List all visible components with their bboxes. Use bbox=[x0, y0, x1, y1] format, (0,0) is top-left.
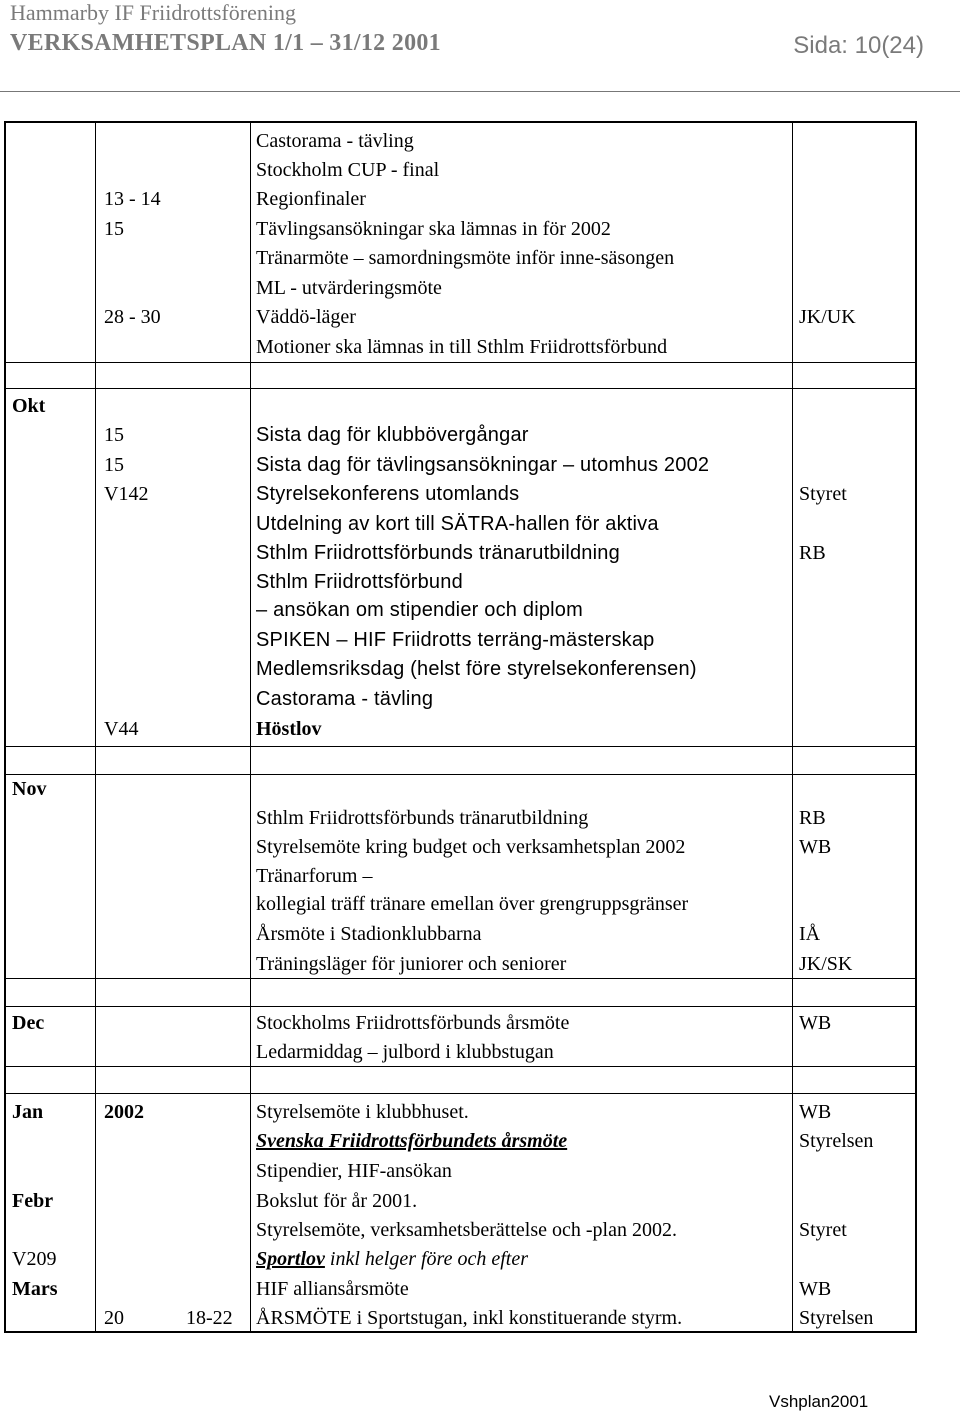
month-label: Dec bbox=[12, 1012, 45, 1034]
responsible-cell: JK/UK bbox=[799, 306, 856, 328]
date-cell: 20 bbox=[104, 1307, 124, 1329]
row-divider bbox=[6, 362, 915, 363]
activity-cell: Årsmöte i Stadionklubbarna bbox=[256, 923, 482, 945]
responsible-cell: JK/SK bbox=[799, 953, 853, 975]
activity-cell: Sthlm Friidrottsförbunds tränarutbildning bbox=[256, 542, 620, 564]
activity-cell: Styrelsekonferens utomlands bbox=[256, 483, 520, 505]
activity-cell: Sthlm Friidrottsförbunds tränarutbildning bbox=[256, 807, 589, 829]
activity-cell: Höstlov bbox=[256, 718, 322, 740]
date-cell: 15 bbox=[104, 424, 124, 446]
activity-cell: ML - utvärderingsmöte bbox=[256, 277, 442, 299]
activity-cell-continued: – ansökan om stipendier och diplom bbox=[256, 599, 583, 621]
date-cell: 2002 bbox=[104, 1101, 144, 1123]
row-divider bbox=[6, 774, 915, 775]
activity-cell: Väddö-läger bbox=[256, 306, 356, 328]
date-cell: 15 bbox=[104, 454, 124, 476]
responsible-cell: RB bbox=[799, 807, 826, 829]
row-divider bbox=[6, 1066, 915, 1067]
header-rule bbox=[0, 91, 960, 92]
activity-cell: Styrelsemöte kring budget och verksamhetsplan 2002 bbox=[256, 836, 686, 858]
month-label: Okt bbox=[12, 395, 46, 417]
column-divider bbox=[95, 123, 96, 1331]
month-label: Mars bbox=[12, 1278, 58, 1300]
activity-cell: Styrelsemöte i klubbhuset. bbox=[256, 1101, 469, 1123]
responsible-cell: Styret bbox=[799, 483, 847, 505]
date-cell: 13 - 14 bbox=[104, 188, 161, 210]
responsible-cell: IÅ bbox=[799, 923, 821, 945]
activity-cell: Sthlm Friidrottsförbund bbox=[256, 571, 463, 593]
row-divider bbox=[6, 388, 915, 389]
activity-cell: Träningsläger för juniorer och seniorer bbox=[256, 953, 567, 975]
activity-cell: SPIKEN – HIF Friidrotts terräng-mästerskap bbox=[256, 629, 655, 651]
activity-cell: Tävlingsansökningar ska lämnas in för 2002 bbox=[256, 218, 611, 240]
activity-rest: inkl helger före och efter bbox=[324, 1248, 528, 1270]
activity-cell: Tränarforum – bbox=[256, 865, 373, 887]
time-cell: 18-22 bbox=[186, 1307, 233, 1329]
column-divider bbox=[792, 123, 793, 1331]
activity-emphasis: Sportlov bbox=[256, 1248, 325, 1270]
row-divider bbox=[6, 978, 915, 979]
activity-cell: HIF alliansårsmöte bbox=[256, 1278, 409, 1300]
date-cell: V44 bbox=[104, 718, 139, 740]
date-cell: V142 bbox=[104, 483, 149, 505]
footer-filename: Vshplan2001 bbox=[769, 1392, 869, 1411]
activity-cell bbox=[256, 1247, 528, 1271]
activity-cell: Ledarmiddag – julbord i klubbstugan bbox=[256, 1041, 554, 1063]
activity-cell: Medlemsriksdag (helst före styrelsekonferensen) bbox=[256, 658, 697, 680]
date-cell: 28 - 30 bbox=[104, 306, 161, 328]
activity-cell: Castorama - tävling bbox=[256, 688, 434, 710]
activity-cell: Sista dag för klubbövergångar bbox=[256, 424, 529, 446]
responsible-cell: Styret bbox=[799, 1219, 847, 1241]
month-label: Jan bbox=[12, 1101, 44, 1123]
month-label: V209 bbox=[12, 1248, 57, 1270]
responsible-cell: WB bbox=[799, 1012, 832, 1034]
activity-cell: Castorama - tävling bbox=[256, 130, 414, 152]
responsible-cell: Styrelsen bbox=[799, 1307, 874, 1329]
activity-cell: ÅRSMÖTE i Sportstugan, inkl konstituerande styrm. bbox=[256, 1307, 683, 1329]
activity-cell: Styrelsemöte, verksamhetsberättelse och -plan 2002. bbox=[256, 1219, 677, 1241]
month-label: Nov bbox=[12, 778, 47, 800]
activity-cell: Stipendier, HIF-ansökan bbox=[256, 1160, 452, 1182]
responsible-cell: WB bbox=[799, 1101, 832, 1123]
responsible-cell: Styrelsen bbox=[799, 1130, 874, 1152]
header-org: Hammarby IF Friidrottsförening bbox=[10, 0, 296, 25]
activity-cell: Sista dag för tävlingsansökningar – utomhus 2002 bbox=[256, 454, 710, 476]
responsible-cell: WB bbox=[799, 836, 832, 858]
responsible-cell: RB bbox=[799, 542, 826, 564]
activity-cell: Regionfinaler bbox=[256, 188, 366, 210]
row-divider bbox=[6, 746, 915, 747]
activity-cell: Utdelning av kort till SÄTRA-hallen för aktiva bbox=[256, 513, 659, 535]
row-divider bbox=[6, 1093, 915, 1094]
activity-cell: Stockholms Friidrottsförbunds årsmöte bbox=[256, 1012, 570, 1034]
activity-cell: Motioner ska lämnas in till Sthlm Friidrottsförbund bbox=[256, 336, 668, 358]
header-page-number: Sida: 10(24) bbox=[793, 32, 924, 59]
date-cell: 15 bbox=[104, 218, 124, 240]
activity-cell-continued: kollegial träff tränare emellan över grengruppsgränser bbox=[256, 893, 689, 915]
row-divider bbox=[6, 1006, 915, 1007]
activity-cell: Svenska Friidrottsförbundets årsmöte bbox=[256, 1130, 568, 1152]
schedule-table bbox=[4, 121, 917, 1333]
activity-cell: Tränarmöte – samordningsmöte inför inne-säsongen bbox=[256, 247, 675, 269]
activity-cell: Stockholm CUP - final bbox=[256, 159, 440, 181]
responsible-cell: WB bbox=[799, 1278, 832, 1300]
column-divider bbox=[250, 123, 251, 1331]
month-label: Febr bbox=[12, 1190, 54, 1212]
activity-cell: Bokslut för år 2001. bbox=[256, 1190, 418, 1212]
header-plan-title: VERKSAMHETSPLAN 1/1 – 31/12 2001 bbox=[10, 30, 441, 56]
